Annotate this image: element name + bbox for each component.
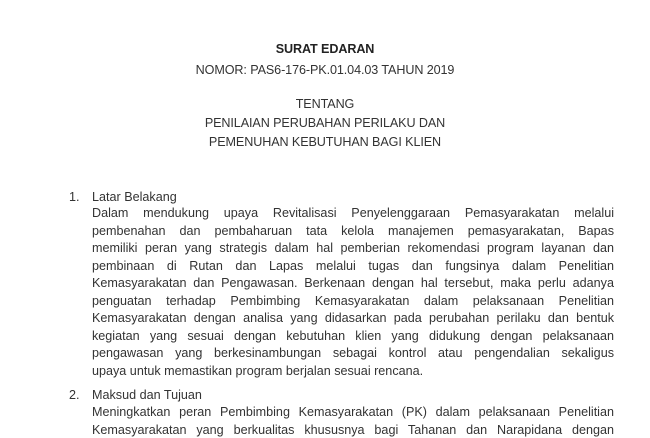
section-heading: Latar Belakang — [92, 190, 177, 204]
body-line: memiliki peran yang strategis dalam hal pemberian rekomendasi program layanan dan — [92, 241, 614, 255]
document-number: NOMOR: PAS6-176-PK.01.04.03 TAHUN 2019 — [195, 63, 455, 77]
subject-line-2: PEMENUHAN KEBUTUHAN BAGI KLIEN — [208, 135, 442, 149]
body-line: Dalam mendukung upaya Revitalisasi Penyelenggaraan Pemasyarakatan melalui — [92, 206, 614, 220]
body-line: Meningkatkan peran Pembimbing Kemasyarakatan (PK) dalam pelaksanaan Penelitian — [92, 405, 614, 419]
document-title: SURAT EDARAN — [275, 42, 375, 56]
body-line: pembenahan dan pembaharuan tata kelola manajemen pemasyarakatan, Bapas — [92, 223, 614, 238]
about-label: TENTANG — [295, 97, 355, 111]
body-line: kegiatan yang sesuai dengan kebutuhan klien yang didukung dengan pelaksanaan — [92, 328, 614, 343]
section-heading: Maksud dan Tujuan — [92, 388, 202, 402]
body-line: pembinaan di Rutan dan Lapas melalui tugas dan fungsinya dalam Penelitian — [92, 258, 614, 273]
body-line: penguatan terhadap Pembimbing Kemasyarakatan dalam pelaksanaan Penelitian — [92, 293, 614, 308]
subject-line-1: PENILAIAN PERUBAHAN PERILAKU DAN — [204, 116, 446, 130]
body-line: Kemasyarakatan dengan analisa yang didasarkan pada perubahan perilaku dan bentuk — [92, 311, 614, 325]
section-number: 2. — [69, 388, 80, 402]
body-line: Kemasyarakatan dan Pengawasan. Berkenaan dengan hal tersebut, maka perlu adanya — [92, 276, 614, 290]
body-line: pengawasan yang berkesinambungan sebagai kontrol atau pengendalian sekaligus — [92, 346, 614, 360]
body-line: upaya untuk memastikan program berjalan sesuai rencana. — [92, 363, 424, 378]
section-number: 1. — [69, 190, 80, 204]
body-line: Kemasyarakatan yang berkualitas khususnya bagi Tahanan dan Narapidana dengan — [92, 422, 614, 437]
